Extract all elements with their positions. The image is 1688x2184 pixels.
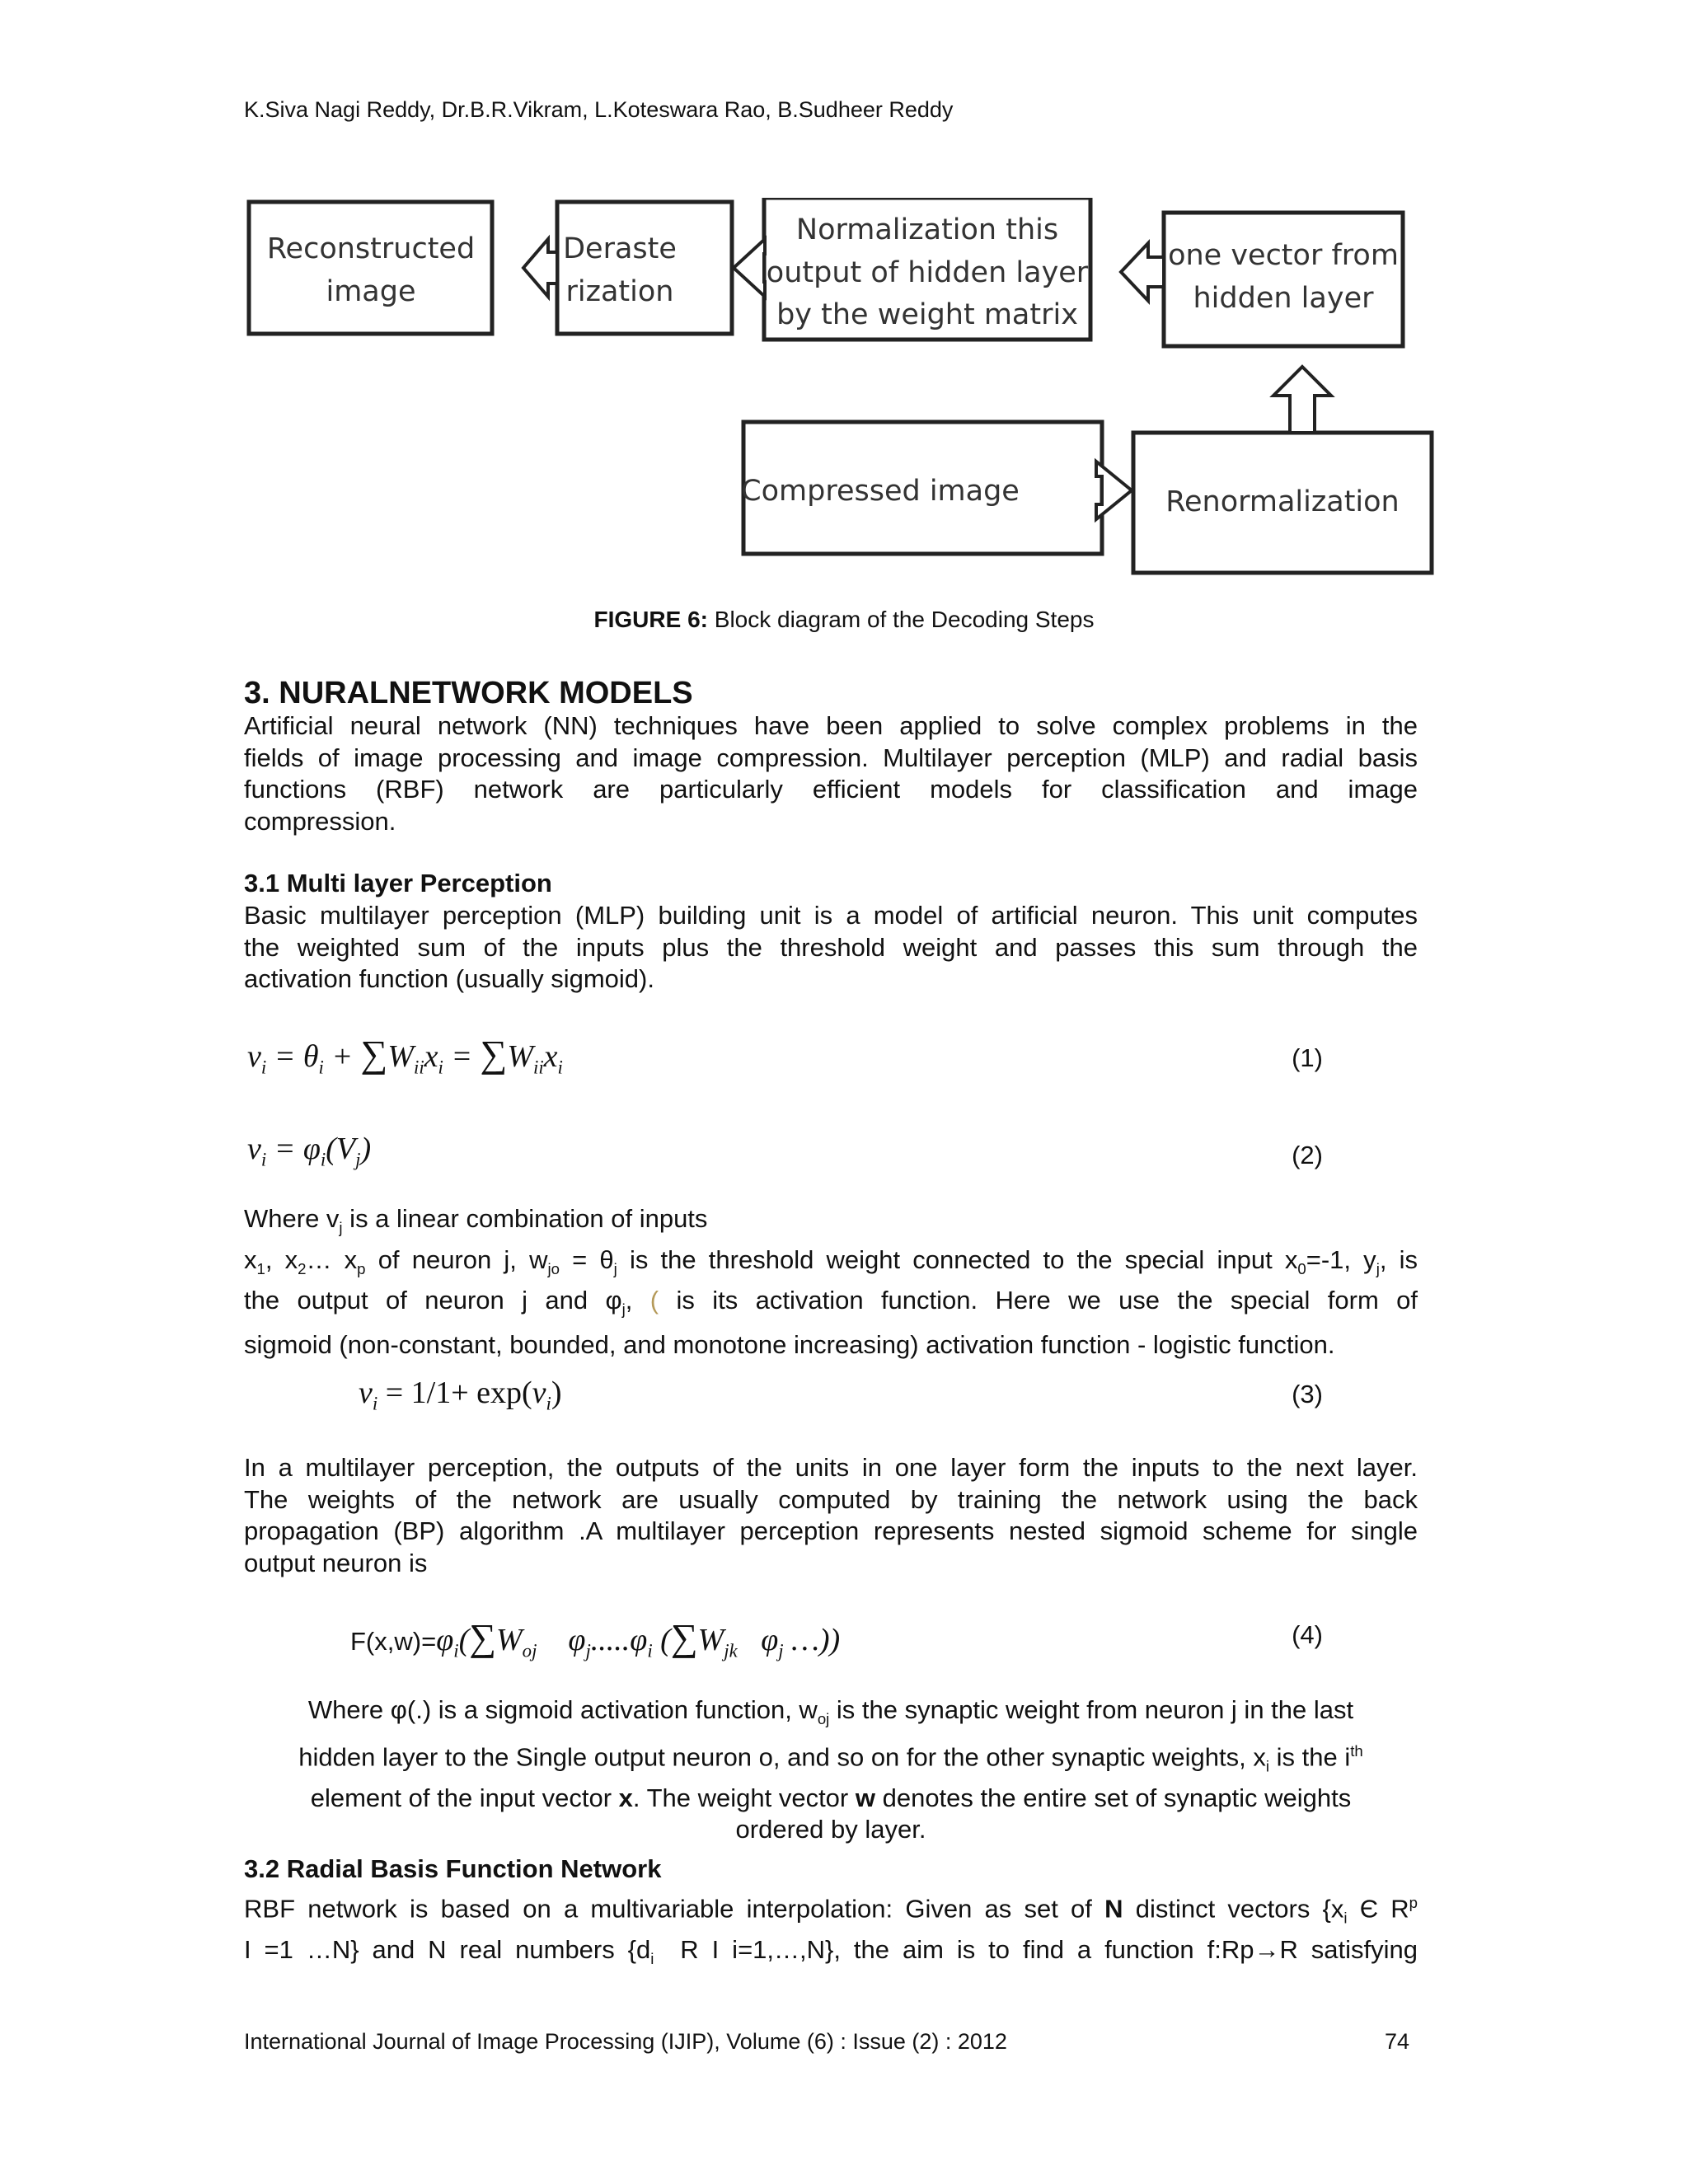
equation-2-number: (2) <box>1292 1141 1323 1169</box>
normalization-label-1: Normalization this <box>795 213 1059 246</box>
section-3-1-title: 3.1 Multi layer Perception <box>244 869 552 898</box>
equation-1: $v_i = \theta_i + \sum W_{ii}x_i = \sum W_{ii}x_i$ <box>247 1033 563 1078</box>
text-line: compression. <box>244 806 396 836</box>
section-3-2-title: 3.2 Radial Basis Function Network <box>244 1854 662 1883</box>
vector-label-2: hidden layer <box>1193 282 1374 315</box>
text-line: fields of image processing and image compression. Multilayer perception (MLP) and radial basis <box>244 743 1418 772</box>
section-3-paragraph <box>244 710 1418 837</box>
text-line: Artificial neural network (NN) techniques have been applied to solve complex problems in the <box>244 711 1418 740</box>
figure-caption <box>0 607 1688 633</box>
page-header: K.Siva Nagi Reddy, Dr.B.R.Vikram, L.Koteswara Rao, B.Sudheer Reddy <box>244 97 954 122</box>
where-paragraph <box>244 1203 1418 1361</box>
text-line: Basic multilayer perception (MLP) building unit is a model of artificial neuron. This unit computes <box>244 901 1418 930</box>
where-phi-paragraph: Where φ(.) is a sigmoid activation function, $w_{oj}$ is the synaptic weight from neuron j in the last hidden layer to the Single output neuron o, and so on for the other synaptic weights, $x_i$ is the $i^{th}$ element of the input vector x. The weight vector w denotes the entire set of synaptic weights ordered by layer. <box>298 1695 1363 1844</box>
renormalization-label: Renormalization <box>1165 485 1400 518</box>
deraster-label-1: Deraste <box>563 232 677 265</box>
decoding-block-diagram <box>239 198 1442 585</box>
text-line: functions (RBF) network are particularly efficient models for classification and image <box>244 775 1418 804</box>
mlp-paragraph <box>244 1452 1418 1579</box>
equation-2: $v_i = \varphi_i(V_j)$ <box>247 1132 372 1170</box>
figure-text: Block diagram of the Decoding Steps <box>707 607 1095 632</box>
text-line: $x_1$, $x_2\dots$ $x_p$ of neuron j, $w_{jo} = \theta_j$ is the threshold weight connected to the special input $x_0=-1$, $y_j$, is <box>244 1244 1418 1277</box>
arrow-up <box>1273 367 1331 433</box>
equation-4-prefix: F(x,w)= <box>350 1627 437 1656</box>
derasterization-block <box>557 202 732 334</box>
arrow-left-1 <box>523 239 557 297</box>
arrow-left-3 <box>1121 243 1164 301</box>
text-line: the weighted sum of the inputs plus the threshold weight and passes this sum through the <box>244 932 1418 962</box>
reconstructed-label-2: image <box>326 275 416 308</box>
text-line: activation function (usually sigmoid). <box>244 964 654 993</box>
equation-3: $v_i = 1/1+ \exp(v_i)$ <box>359 1376 562 1414</box>
text-line: In a multilayer perception, the outputs of the units in one layer form the inputs to the next layer. <box>244 1453 1418 1482</box>
compressed-label: Compressed image <box>741 475 1020 508</box>
arrow-right <box>1096 462 1132 519</box>
deraster-label-2: rization <box>565 275 674 308</box>
equation-3-number: (3) <box>1292 1380 1323 1408</box>
arrow-left-2 <box>734 239 765 297</box>
section-3-2-paragraph <box>244 1887 1418 1975</box>
section-3-1-paragraph <box>244 900 1418 996</box>
hidden-vector-block <box>1164 213 1403 346</box>
text-line: RBF network is based on a multivariable interpolation: Given as set of N distinct vectors {$x_i$ Є $R^p$ <box>244 1894 1418 1927</box>
text-line: The weights of the network are usually computed by training the network using the back <box>244 1484 1418 1514</box>
text-line: sigmoid (non-constant, bounded, and monotone increasing) activation function - logistic function. <box>244 1330 1335 1360</box>
equation-1-number: (1) <box>1292 1043 1323 1072</box>
text-line: output neuron is <box>244 1548 428 1577</box>
figure-label: FIGURE 6: <box>593 607 708 632</box>
text-line: I =1 …N} and N real numbers {$d_i$ R I i=1,…,N}, the aim is to find a function f:Rp→R satisfying <box>244 1935 1418 1968</box>
text-line: the output of neuron j and $\varphi_j$, ( is its activation function. Here we use the special form of <box>244 1286 1418 1319</box>
normalization-label-2: output of hidden layer <box>766 256 1089 289</box>
page-footer: International Journal of Image Processing (IJIP), Volume (6) : Issue (2) : 2012 <box>244 2029 1007 2054</box>
reconstructed-label-1: Reconstructed <box>266 232 476 265</box>
equation-4-number: (4) <box>1292 1620 1323 1649</box>
reconstructed-image-block <box>249 202 492 334</box>
section-3-title: 3. NURALNETWORK MODELS <box>244 676 693 710</box>
text-line: propagation (BP) algorithm .A multilayer perception represents nested sigmoid scheme for single <box>244 1516 1418 1545</box>
page-number: 74 <box>1385 2029 1410 2054</box>
vector-label-1: one vector from <box>1168 239 1399 272</box>
normalization-label-3: by the weight matrix <box>776 298 1078 331</box>
equation-4: $F(x,w)=\varphi_i(\sum W_{oj}$ $\varphi_j.....\varphi_i$ ($\sum W_{jk}$ $\varphi_j$ …)) <box>350 1616 841 1661</box>
text-line: Where $v_j$ is a linear combination of inputs <box>244 1204 708 1237</box>
